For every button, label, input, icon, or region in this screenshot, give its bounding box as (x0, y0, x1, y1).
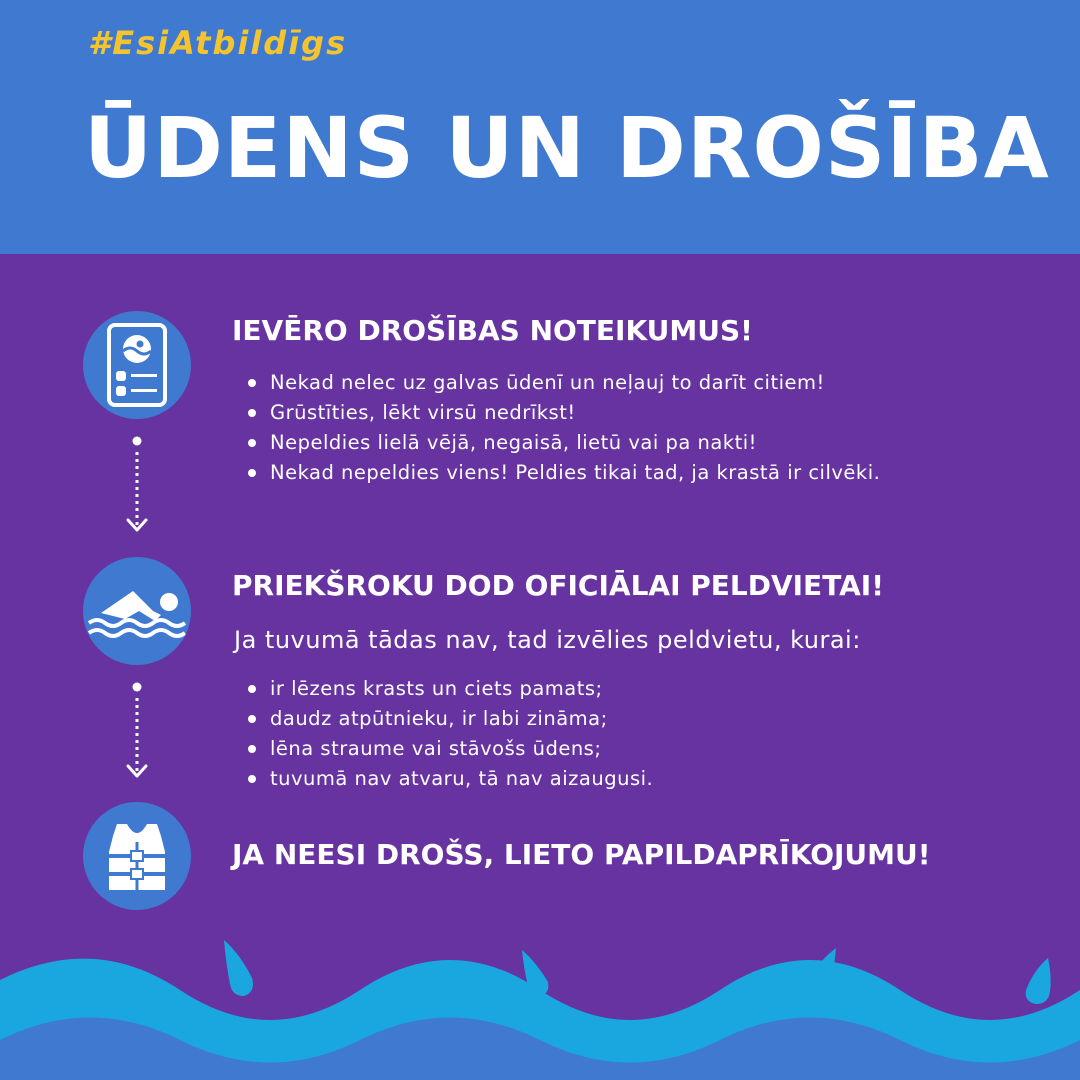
hashtag: #EsiAtbildīgs (88, 24, 348, 62)
section-lead-text: Ja tuvumā tādas nav, tad izvēlies peldvietu, kurai: (234, 626, 861, 654)
list-item: tuvumā nav atvaru, tā nav aizaugusi. (246, 764, 653, 794)
list-item: lēna straume vai stāvošs ūdens; (246, 734, 653, 764)
section-title-rules: IEVĒRO DROŠĪBAS NOTEIKUMUS! (232, 314, 753, 347)
list-item: Grūstīties, lēkt virsū nedrīkst! (246, 398, 880, 428)
life-vest-icon (83, 802, 191, 910)
header-banner (0, 0, 1080, 254)
water-drop-icon (1026, 958, 1051, 1004)
swimmer-icon (83, 557, 191, 665)
dotted-arrow-icon (120, 680, 154, 784)
list-item: daudz atpūtnieku, ir labi zināma; (246, 704, 653, 734)
list-item: Nekad nelec uz galvas ūdenī un neļauj to darīt citiem! (246, 368, 880, 398)
list-item: Nekad nepeldies viens! Peldies tikai tad, ja krastā ir cilvēki. (246, 458, 880, 488)
page-title: ŪDENS UN DROŠĪBA (84, 99, 1050, 197)
list-item: ir lēzens krasts un ciets pamats; (246, 674, 653, 704)
rules-document-icon (83, 311, 191, 419)
section-title-bathing-place: PRIEKŠROKU DOD OFICIĀLAI PELDVIETAI! (232, 569, 884, 602)
water-drop-icon (224, 940, 253, 996)
section-title-equipment: JA NEESI DROŠS, LIETO PAPILDAPRĪKOJUMU! (232, 838, 931, 871)
waves-decoration (0, 930, 1080, 1080)
rules-list (246, 368, 880, 488)
dotted-arrow-icon (120, 434, 154, 538)
bathing-place-list (246, 674, 653, 794)
list-item: Nepeldies lielā vējā, negaisā, lietū vai pa nakti! (246, 428, 880, 458)
